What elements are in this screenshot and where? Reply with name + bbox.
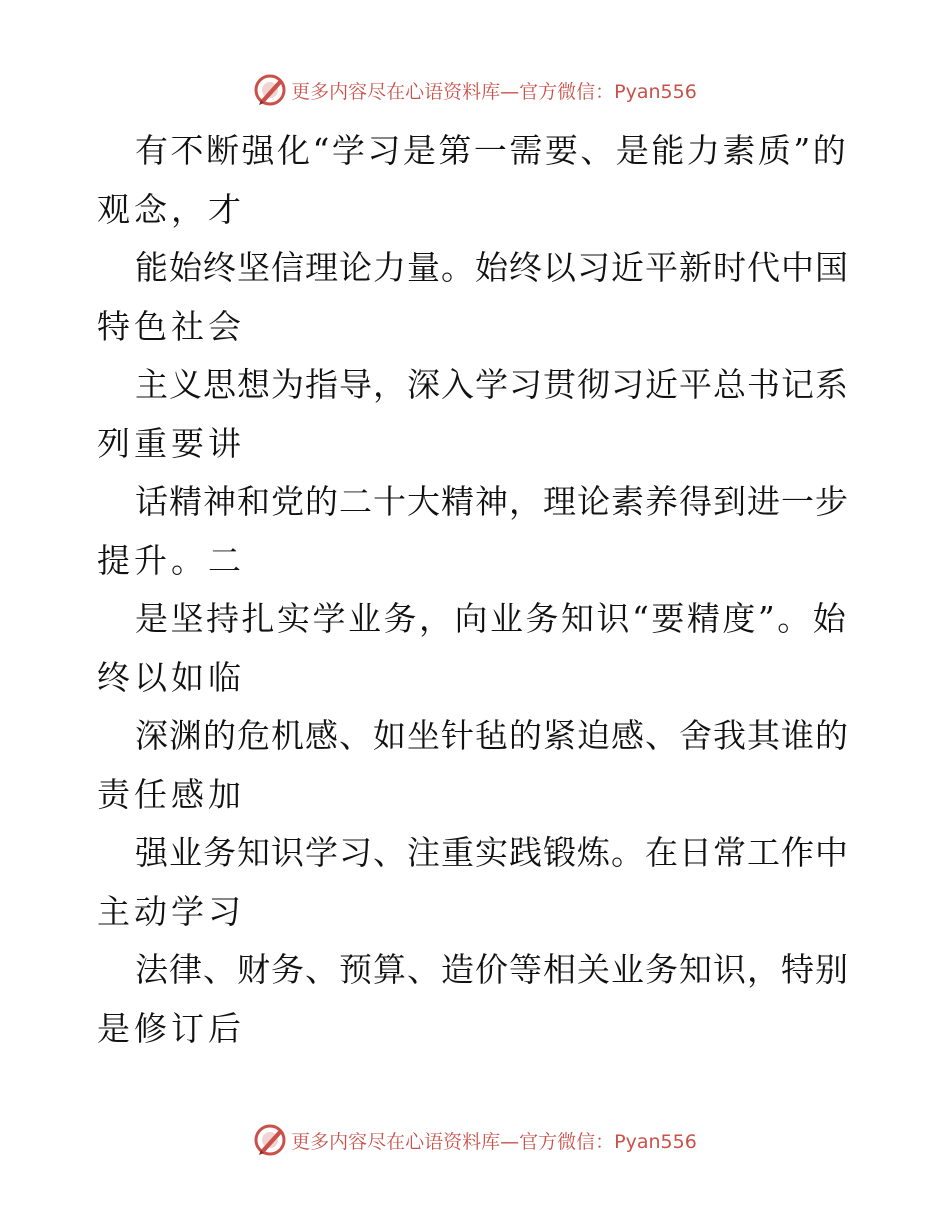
line-continuation: 提升。二 [97, 540, 245, 580]
line-first: 有不断强化“学习是第一需要、是能力素质”的 [135, 131, 849, 170]
line-first: 主义思想为指导，深入学习贯彻习近平总书记系 [135, 365, 849, 404]
header-watermark [0, 70, 950, 110]
pen-logo-icon [253, 1123, 287, 1157]
line-continuation: 特色社会 [97, 306, 245, 346]
paragraph-line [97, 824, 853, 941]
paragraph-line [97, 356, 853, 473]
line-first: 法律、财务、预算、造价等相关业务知识，特别 [135, 950, 849, 989]
paragraph-line [97, 122, 853, 239]
footer-watermark [0, 1120, 950, 1160]
footer-watermark-text: 更多内容尽在心语资料库—官方微信：Pyan556 [291, 1130, 697, 1153]
pen-logo-icon [253, 73, 287, 107]
line-continuation: 是修订后 [97, 1008, 245, 1048]
line-continuation: 列重要讲 [97, 423, 245, 463]
document-body [97, 122, 853, 1058]
paragraph-line [97, 239, 853, 356]
line-first: 深渊的危机感、如坐针毡的紧迫感、舍我其谁的 [135, 716, 849, 755]
line-first: 能始终坚信理论力量。始终以习近平新时代中国 [135, 248, 849, 287]
paragraph-line [97, 590, 853, 707]
line-continuation: 主动学习 [97, 891, 245, 931]
line-continuation: 观念，才 [97, 189, 245, 229]
paragraph-line [97, 707, 853, 824]
line-continuation: 终以如临 [97, 657, 245, 697]
line-first: 强业务知识学习、注重实践锻炼。在日常工作中 [135, 833, 849, 872]
line-first: 是坚持扎实学业务，向业务知识“要精度”。始 [135, 599, 849, 638]
line-first: 话精神和党的二十大精神，理论素养得到进一步 [135, 482, 849, 521]
header-watermark-text: 更多内容尽在心语资料库—官方微信：Pyan556 [291, 80, 697, 103]
line-continuation: 责任感加 [97, 774, 245, 814]
paragraph-line [97, 473, 853, 590]
paragraph-line [97, 941, 853, 1058]
